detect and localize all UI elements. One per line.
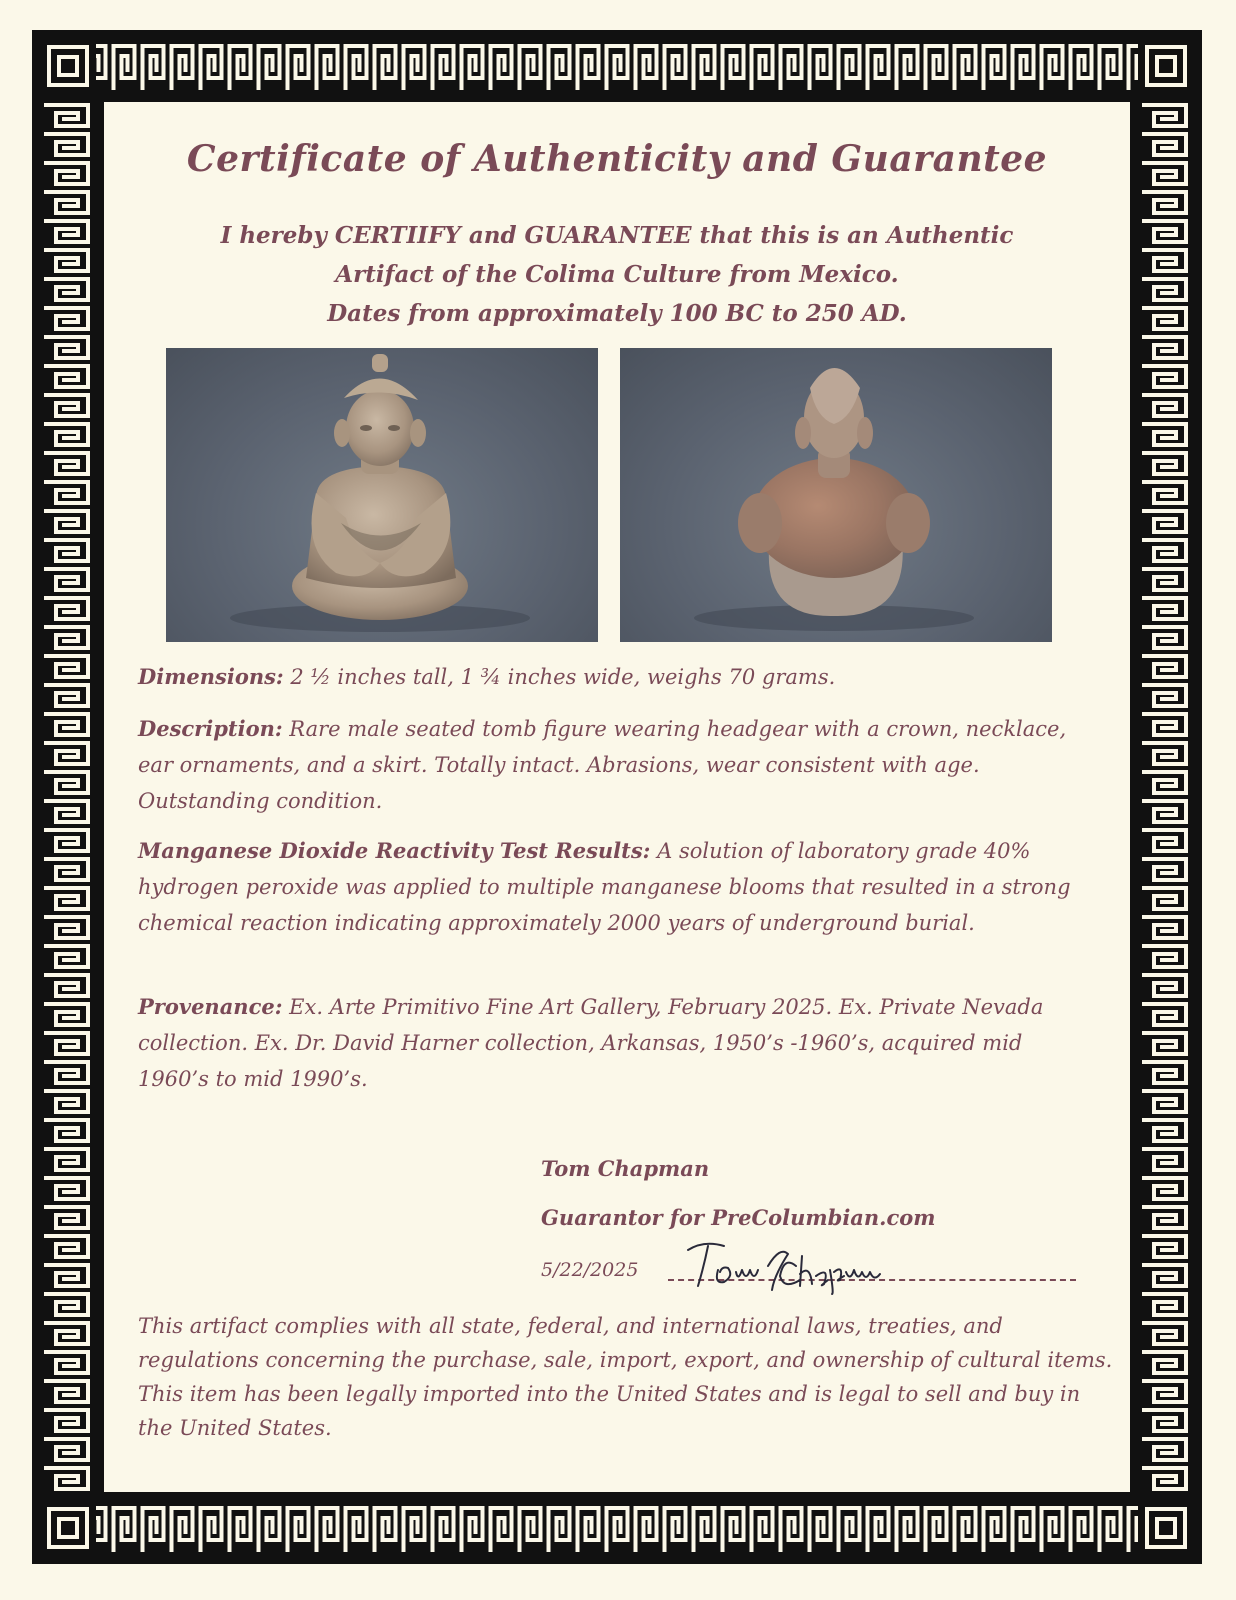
greek-key-corner bbox=[1138, 38, 1194, 94]
manganese-test-label: Manganese Dioxide Reactivity Test Results: bbox=[138, 838, 651, 863]
description-label: Description: bbox=[138, 716, 283, 741]
guarantor-role: Guarantor for PreColumbian.com bbox=[541, 1205, 936, 1230]
guarantor-name: Tom Chapman bbox=[541, 1156, 710, 1181]
dimensions-label: Dimensions: bbox=[138, 664, 284, 689]
certification-line-1: I hereby CERTIIFY and GUARANTEE that this is an Authentic bbox=[220, 222, 1014, 249]
greek-key-border-left bbox=[40, 94, 96, 1500]
manganese-test-paragraph bbox=[138, 833, 1098, 941]
description-paragraph bbox=[138, 711, 1098, 819]
artifact-photo-front bbox=[166, 348, 598, 642]
legal-compliance-paragraph: This artifact complies with all state, federal, and international laws, treaties, and regulations concerning the purchase, sale, import, export, and ownership of cultural items. This item has been legally imported into the United States and is legal to sell and buy in the United States. bbox=[138, 1314, 1113, 1440]
greek-key-border-top bbox=[40, 38, 1194, 94]
description-text: Rare male seated tomb figure wearing headgear with a crown, necklace, ear ornaments, and a skirt. Totally intact. Abrasions, wear consistent with age. Outstanding condition. bbox=[138, 717, 1067, 813]
handwritten-signature bbox=[684, 1236, 924, 1296]
greek-key-corner bbox=[40, 1500, 96, 1556]
seated-figure-front-icon bbox=[166, 348, 598, 642]
greek-key-corner bbox=[40, 38, 96, 94]
seated-figure-back-icon bbox=[620, 348, 1052, 642]
dimensions-paragraph bbox=[138, 659, 1098, 695]
provenance-paragraph bbox=[138, 989, 1098, 1097]
manganese-test-text: A solution of laboratory grade 40% hydrogen peroxide was applied to multiple manganese blooms that resulted in a strong chemical reaction indicating approximately 2000 years of underground burial. bbox=[138, 839, 1071, 935]
certificate-title: Certificate of Authenticity and Guarantee bbox=[186, 138, 1048, 180]
artifact-photo-back bbox=[620, 348, 1052, 642]
greek-key-border-right bbox=[1138, 94, 1194, 1500]
greek-key-corner bbox=[1138, 1500, 1194, 1556]
provenance-text: Ex. Arte Primitivo Fine Art Gallery, February 2025. Ex. Private Nevada collection. Ex. Dr. David Harner collection, Arkansas, 1950’s -1960’s, acquired mid 1960’s to mid 1990’s. bbox=[138, 995, 1044, 1091]
provenance-label: Provenance: bbox=[138, 994, 283, 1019]
certification-line-3: Dates from approximately 100 BC to 250 AD. bbox=[327, 300, 907, 327]
signature-date: 5/22/2025 bbox=[541, 1259, 639, 1281]
dimensions-text: 2 ½ inches tall, 1 ¾ inches wide, weighs 70 grams. bbox=[283, 665, 836, 689]
greek-key-border-bottom bbox=[40, 1500, 1194, 1556]
certification-line-2: Artifact of the Colima Culture from Mexico. bbox=[335, 261, 899, 288]
